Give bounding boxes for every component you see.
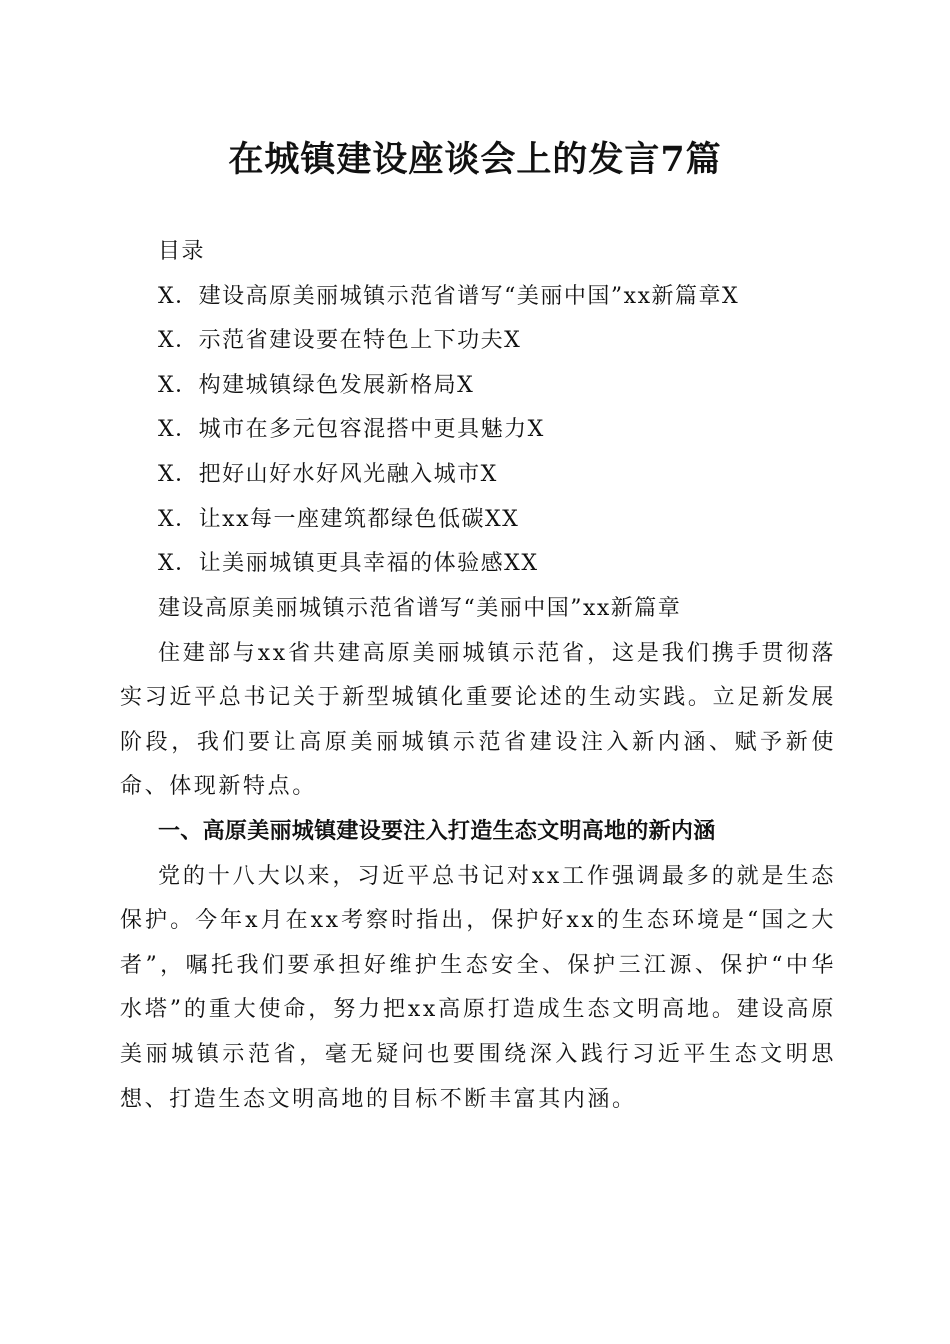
toc-heading: 目录: [158, 239, 206, 264]
section-1-paragraph: 党的十八大以来，习近平总书记对xx工作强调最多的就是生态保护。今年x月在xx考察时指出，保护好xx的生态环境是“国之大者”，嘱托我们要承担好维护生态安全、保护三江源、保护“中华水塔”的重大使命，努力把xx高原打造成生态文明高地。建设高原美丽城镇示范省，毫无疑问也要围绕深入践行习近平生态文明思想、打造生态文明高地的目标不断丰富其内涵。: [120, 863, 836, 1112]
toc-item-4: X．城市在多元包容混搭中更具魅力X: [158, 417, 545, 443]
article-title: 建设高原美丽城镇示范省谱写“美丽中国”xx新篇章: [158, 596, 682, 621]
document-body: [120, 587, 836, 1122]
toc-item-2: X．示范省建设要在特色上下功夫X: [158, 328, 522, 354]
intro-paragraph: 住建部与xx省共建高原美丽城镇示范省，这是我们携手贯彻落实习近平总书记关于新型城镇化重要论述的生动实践。立足新发展阶段，我们要让高原美丽城镇示范省建设注入新内涵、赋予新使命、体现新特点。: [120, 640, 836, 800]
toc-item-1: X．建设高原美丽城镇示范省谱写“美丽中国”xx新篇章X: [158, 283, 740, 309]
document-title: 在城镇建设座谈会上的发言7篇: [228, 139, 722, 180]
toc-item-5: X．把好山好水好风光融入城市X: [158, 461, 498, 487]
table-of-contents: [158, 230, 858, 587]
section-heading-1: 一、高原美丽城镇建设要注入打造生态文明高地的新内涵: [158, 818, 716, 844]
toc-item-7: X．让美丽城镇更具幸福的体验感XX: [158, 551, 539, 577]
toc-item-6: X．让xx每一座建筑都绿色低碳XX: [158, 506, 520, 532]
toc-item-3: X．构建城镇绿色发展新格局X: [158, 372, 475, 398]
